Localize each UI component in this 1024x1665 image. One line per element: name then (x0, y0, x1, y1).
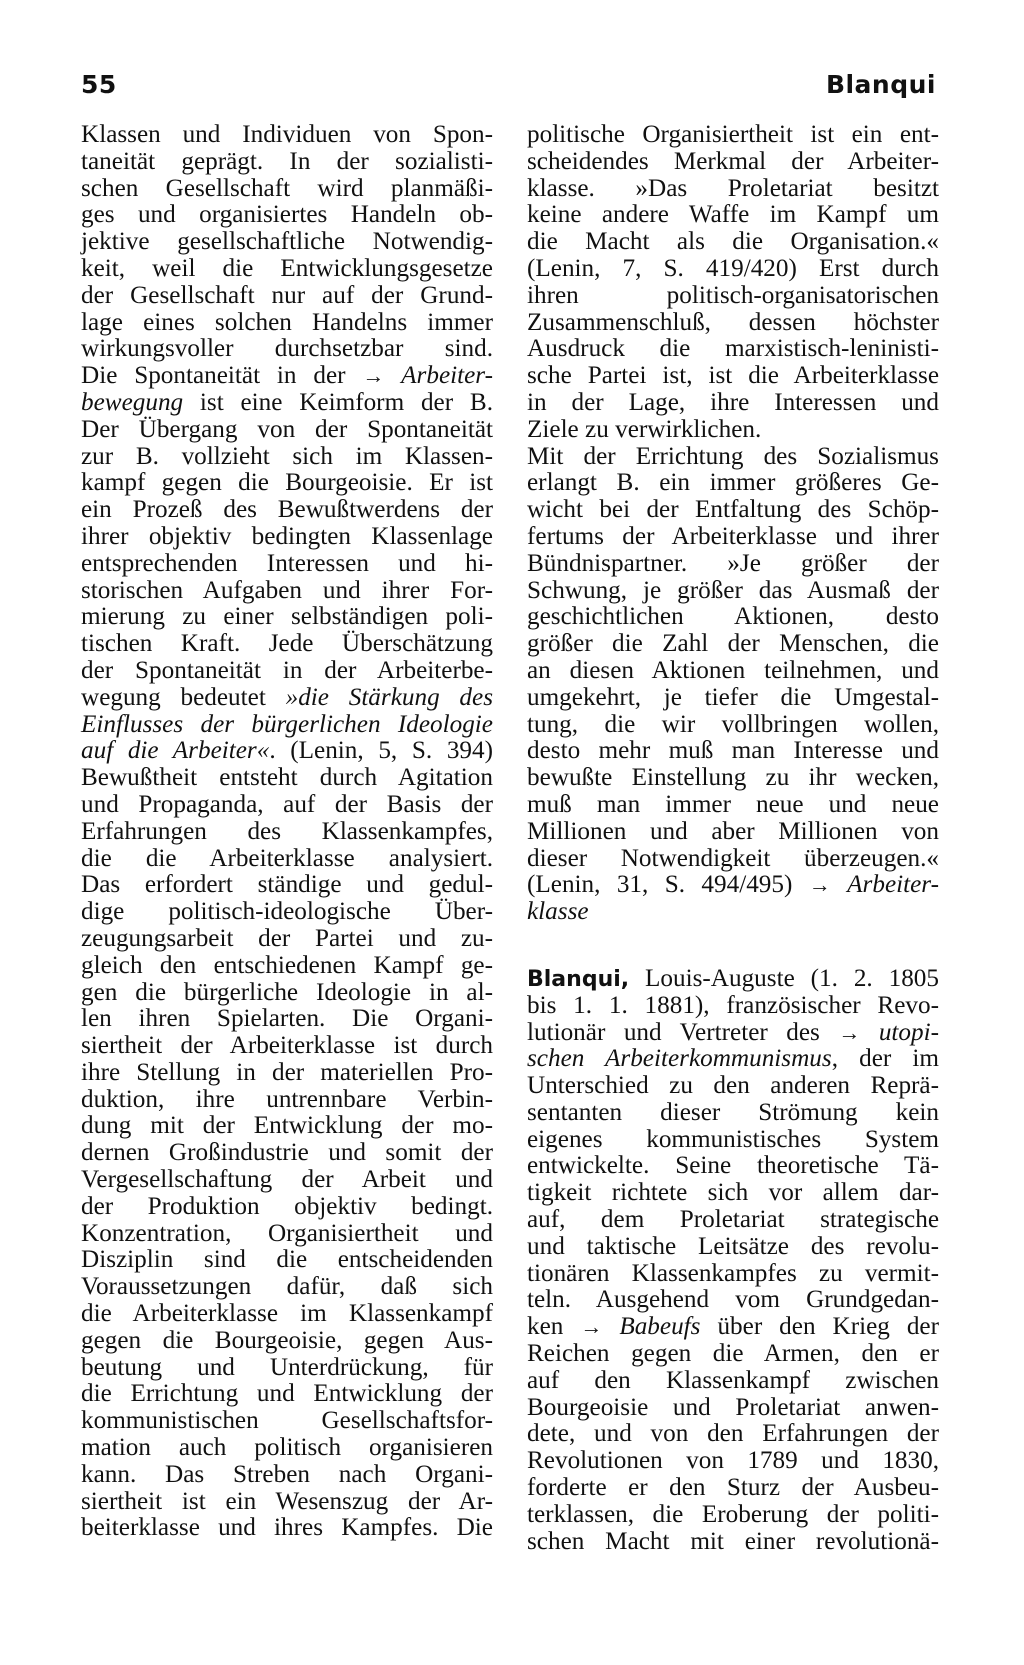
text-line: die Macht als die Organisation.« (527, 228, 939, 256)
italic-phrase: utopi- (878, 1018, 939, 1046)
text-line: kommunistischen Gesellschaftsfor- (81, 1407, 493, 1435)
text-line: auf, dem Proletariat strategische (527, 1206, 939, 1234)
text-line: ges und organisiertes Handeln ob- (81, 201, 493, 229)
text-line: lutionär und Vertreter des → utopi- (527, 1018, 939, 1046)
text-line: dieser Notwendigkeit überzeugen.« (527, 844, 939, 872)
text-line: wirkungsvoller durchsetzbar sind. (81, 335, 493, 363)
text-line: gleich den entschiedenen Kampf ge- (81, 951, 493, 979)
text-line: auf die Arbeiter«. (Lenin, 5, S. 394) (81, 737, 493, 765)
text-line: zur B. vollzieht sich im Klassen- (81, 442, 493, 470)
text-line: forderte er den Sturz der Ausbeu- (527, 1474, 939, 1502)
text-line: Revolutionen von 1789 und 1830, (527, 1447, 939, 1475)
cross-reference-arrow: → (838, 1019, 861, 1045)
text-line: kann. Das Streben nach Organi- (81, 1460, 493, 1488)
text-line (527, 899, 939, 926)
text-line: bewegung ist eine Keimform der B. (81, 388, 493, 416)
text-line: Ziele zu verwirklichen. (527, 415, 762, 443)
text-line: muß man immer neue und neue (527, 790, 939, 818)
text-line: ihrer objektiv bedingten Klassenlage (81, 522, 493, 550)
text-line: bis 1. 1. 1881), französischer Revo- (527, 991, 939, 1019)
text-line: in der Lage, ihre Interessen und (527, 388, 939, 416)
italic-phrase: schen Arbeiterkommunismus (527, 1045, 832, 1073)
text-line: schen Arbeiterkommunismus, der im (527, 1045, 939, 1073)
text-line: beutung und Unterdrückung, für (81, 1353, 493, 1381)
italic-phrase: bewegung (81, 388, 184, 416)
text-line: sentanten dieser Strömung kein (527, 1098, 939, 1126)
text-line: mierung zu einer selbständigen poli- (81, 603, 493, 631)
text-line: der Spontaneität in der Arbeiterbe- (81, 656, 493, 684)
text-line: keine andere Waffe im Kampf um (527, 201, 939, 229)
text-line (81, 712, 493, 739)
text-line: (Lenin, 31, S. 494/495) → Arbeiter- (527, 871, 939, 899)
text-line: auf den Klassenkampf zwischen (527, 1366, 939, 1394)
italic-phrase: Einflusses der bürgerlichen Ideologie (81, 710, 493, 738)
text-line: Ausdruck die marxistisch-leninisti- (527, 335, 939, 363)
text-line: Disziplin sind die entscheidenden (81, 1246, 493, 1274)
text-line: entwickelte. Seine theoretische Tä- (527, 1152, 939, 1180)
text-line: tischen Kraft. Jede Überschätzung (81, 630, 493, 658)
text-line: eigenes kommunistisches System (527, 1125, 939, 1153)
text-line: tionären Klassenkampfes zu vermit- (527, 1259, 939, 1287)
headword: Blanqui, (527, 966, 630, 992)
text-line: entsprechenden Interessen und hi- (81, 549, 493, 577)
text-line: taneität geprägt. In der sozialisti- (81, 147, 493, 175)
text-line: Unterschied zu den anderen Reprä- (527, 1072, 939, 1100)
text-line: Schwung, je größer das Ausmaß der (527, 576, 939, 604)
text-line: Erfahrungen des Klassenkampfes, (81, 817, 493, 845)
text-line: geschichtlichen Aktionen, desto (527, 603, 939, 631)
text-line: klasse. »Das Proletariat besitzt (527, 174, 939, 202)
text-line: die die Arbeiterklasse analysiert. (81, 844, 493, 872)
text-line: Konzentration, Organisiertheit und (81, 1219, 493, 1247)
text-line: terklassen, die Eroberung der politi- (527, 1500, 939, 1528)
text-line: dernen Großindustrie und somit der (81, 1139, 493, 1167)
text-line: dete, und von den Erfahrungen der (527, 1420, 939, 1448)
text-line: Voraussetzungen dafür, daß sich (81, 1273, 493, 1301)
text-line: Reichen gegen die Armen, den er (527, 1340, 939, 1368)
text-line: mation auch politisch organisieren (81, 1434, 493, 1462)
text-line: Klassen und Individuen von Spon- (81, 121, 493, 148)
italic-phrase: Babeufs (619, 1313, 701, 1341)
text-line: teln. Ausgehend vom Grundgedan- (527, 1286, 939, 1314)
text-line: bewußte Einstellung zu ihr wecken, (527, 764, 939, 792)
text-line: schen Macht mit einer revolutionä- (527, 1527, 939, 1555)
cross-reference-arrow: → (362, 363, 385, 389)
text-line: und taktische Leitsätze des revolu- (527, 1232, 939, 1260)
text-line: sche Partei ist, ist die Arbeiterklasse (527, 362, 939, 390)
text-line: scheidendes Merkmal der Arbeiter- (527, 147, 939, 175)
text-line: tigkeit richtete sich vor allem dar- (527, 1179, 939, 1207)
right-column (527, 122, 939, 1555)
text-line: len ihren Spielarten. Die Organi- (81, 1005, 493, 1033)
text-line: zeugungsarbeit der Partei und zu- (81, 924, 493, 952)
text-line: Bourgeoisie und Proletariat anwen- (527, 1393, 939, 1421)
italic-phrase: Arbeiter- (401, 362, 493, 390)
text-line: lage eines solchen Handelns immer (81, 308, 493, 336)
text-line: ihren politisch-organisatorischen (527, 281, 939, 309)
text-line: desto mehr muß man Interesse und (527, 737, 939, 765)
text-line: und Propaganda, auf der Basis der (81, 790, 493, 818)
running-head: Blanqui (825, 70, 936, 99)
text-line: gegen die Bourgeoisie, gegen Aus- (81, 1326, 493, 1354)
text-line: die Arbeiterklasse im Klassenkampf (81, 1300, 493, 1328)
text-line: ken → Babeufs über den Krieg der (527, 1313, 940, 1341)
text-line: größer die Zahl der Menschen, die (527, 630, 939, 658)
text-line: fertums der Arbeiterklasse und ihrer (527, 522, 939, 550)
text-line: storischen Aufgaben und ihrer For- (81, 576, 493, 604)
text-line: tung, die wir vollbringen wollen, (527, 710, 939, 738)
text-line: dige politisch-ideologische Über- (81, 898, 493, 926)
text-line: Bündnispartner. »Je größer der (527, 549, 939, 577)
text-line: siertheit der Arbeiterklasse ist durch (81, 1032, 493, 1060)
text-line: Die Spontaneität in der → Arbeiter- (81, 362, 493, 390)
text-line: duktion, ihre untrennbare Verbin- (81, 1085, 493, 1113)
text-line: Das erfordert ständige und gedul- (81, 871, 493, 899)
text-line: politische Organisiertheit ist ein ent- (527, 121, 939, 148)
cross-reference-arrow: → (808, 872, 831, 898)
page-number: 55 (81, 70, 117, 99)
text-line: Der Übergang von der Spontaneität (81, 415, 493, 443)
text-line: Mit der Errichtung des Sozialismus (527, 442, 939, 470)
text-line: gen die bürgerliche Ideologie in al- (81, 978, 493, 1006)
text-line: erlangt B. ein immer größeres Ge- (527, 469, 939, 497)
entry-gap (527, 926, 939, 966)
text-line: umgekehrt, je tiefer die Umgestal- (527, 683, 939, 711)
text-line: Bewußtheit entsteht durch Agitation (81, 764, 493, 792)
text-line: beiterklasse und ihres Kampfes. Die (81, 1514, 493, 1542)
text-line: siertheit ist ein Wesenszug der Ar- (81, 1487, 493, 1515)
text-line: der Produktion objektiv bedingt. (81, 1192, 493, 1220)
text-line: keit, weil die Entwicklungsgesetze (81, 254, 493, 282)
text-line: der Gesellschaft nur auf der Grund- (81, 281, 493, 309)
text-line: ein Prozeß des Bewußtwerdens der (81, 496, 493, 524)
text-line: Blanqui, Louis-Auguste (1. 2. 1805 (527, 964, 939, 992)
left-column (81, 122, 493, 1542)
text-line: Millionen und aber Millionen von (527, 817, 939, 845)
text-line: Zusammenschluß, dessen höchster (527, 308, 939, 336)
text-line: Vergesellschaftung der Arbeit und (81, 1166, 493, 1194)
text-line: jektive gesellschaftliche Notwendig- (81, 228, 493, 256)
text-line: die Errichtung und Entwicklung der (81, 1380, 493, 1408)
text-line: wicht bei der Entfaltung des Schöp- (527, 496, 939, 524)
italic-phrase: Arbeiter- (847, 871, 939, 899)
text-line: dung mit der Entwicklung der mo- (81, 1112, 493, 1140)
text-line: an diesen Aktionen teilnehmen, und (527, 656, 939, 684)
text-line: ihre Stellung in der materiellen Pro- (81, 1058, 493, 1086)
italic-phrase: klasse (527, 898, 589, 926)
cross-reference-arrow: → (580, 1314, 603, 1340)
text-line: kampf gegen die Bourgeoisie. Er ist (81, 469, 493, 497)
text-line: (Lenin, 7, S. 419/420) Erst durch (527, 254, 939, 282)
italic-phrase: »die Stärkung des (285, 683, 494, 711)
text-line: wegung bedeutet »die Stärkung des (81, 683, 494, 711)
italic-phrase: auf die Arbeiter« (81, 737, 270, 765)
text-line: schen Gesellschaft wird planmäßi- (81, 174, 493, 202)
